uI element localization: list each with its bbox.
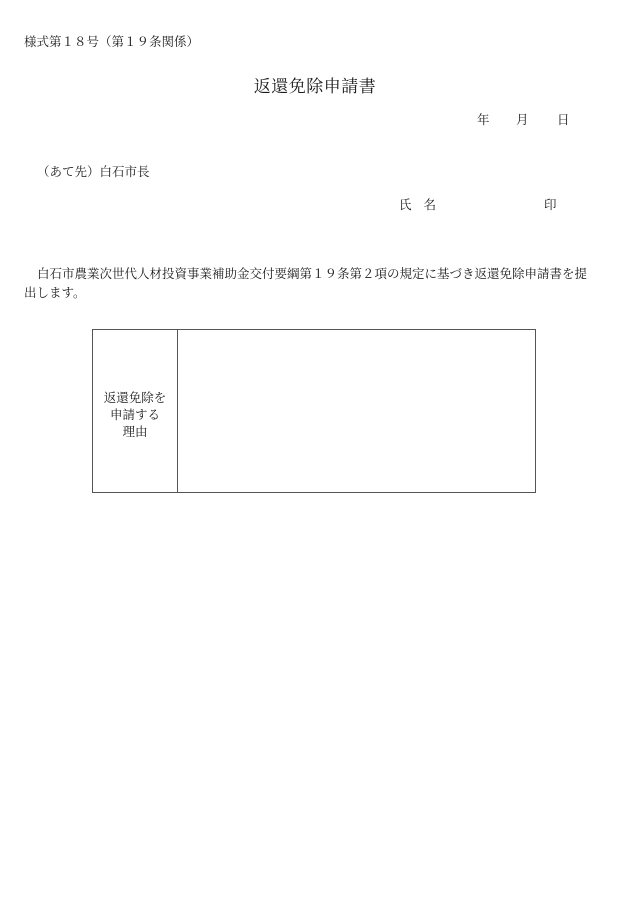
request-body-text: 白石市農業次世代人材投資事業補助金交付要綱第１９条第２項の規定に基づき返還免除申請書を提出します。: [24, 266, 588, 300]
date-year-label: 年: [477, 112, 490, 127]
seal-label: 印: [544, 197, 557, 212]
addressee: （あて先）白石市長: [37, 164, 150, 179]
date-day-label: 日: [557, 112, 570, 127]
reason-label: 返還免除を 申請する 理由: [103, 389, 167, 439]
reason-input-field[interactable]: [178, 330, 535, 492]
document-title: 返還免除申請書: [253, 77, 377, 97]
reason-label-cell: [93, 330, 178, 492]
date-month-label: 月: [516, 112, 529, 127]
reason-table: [92, 329, 536, 493]
applicant-name-label: 氏名: [399, 197, 449, 212]
form-number: 様式第１８号（第１９条関係）: [24, 34, 200, 49]
